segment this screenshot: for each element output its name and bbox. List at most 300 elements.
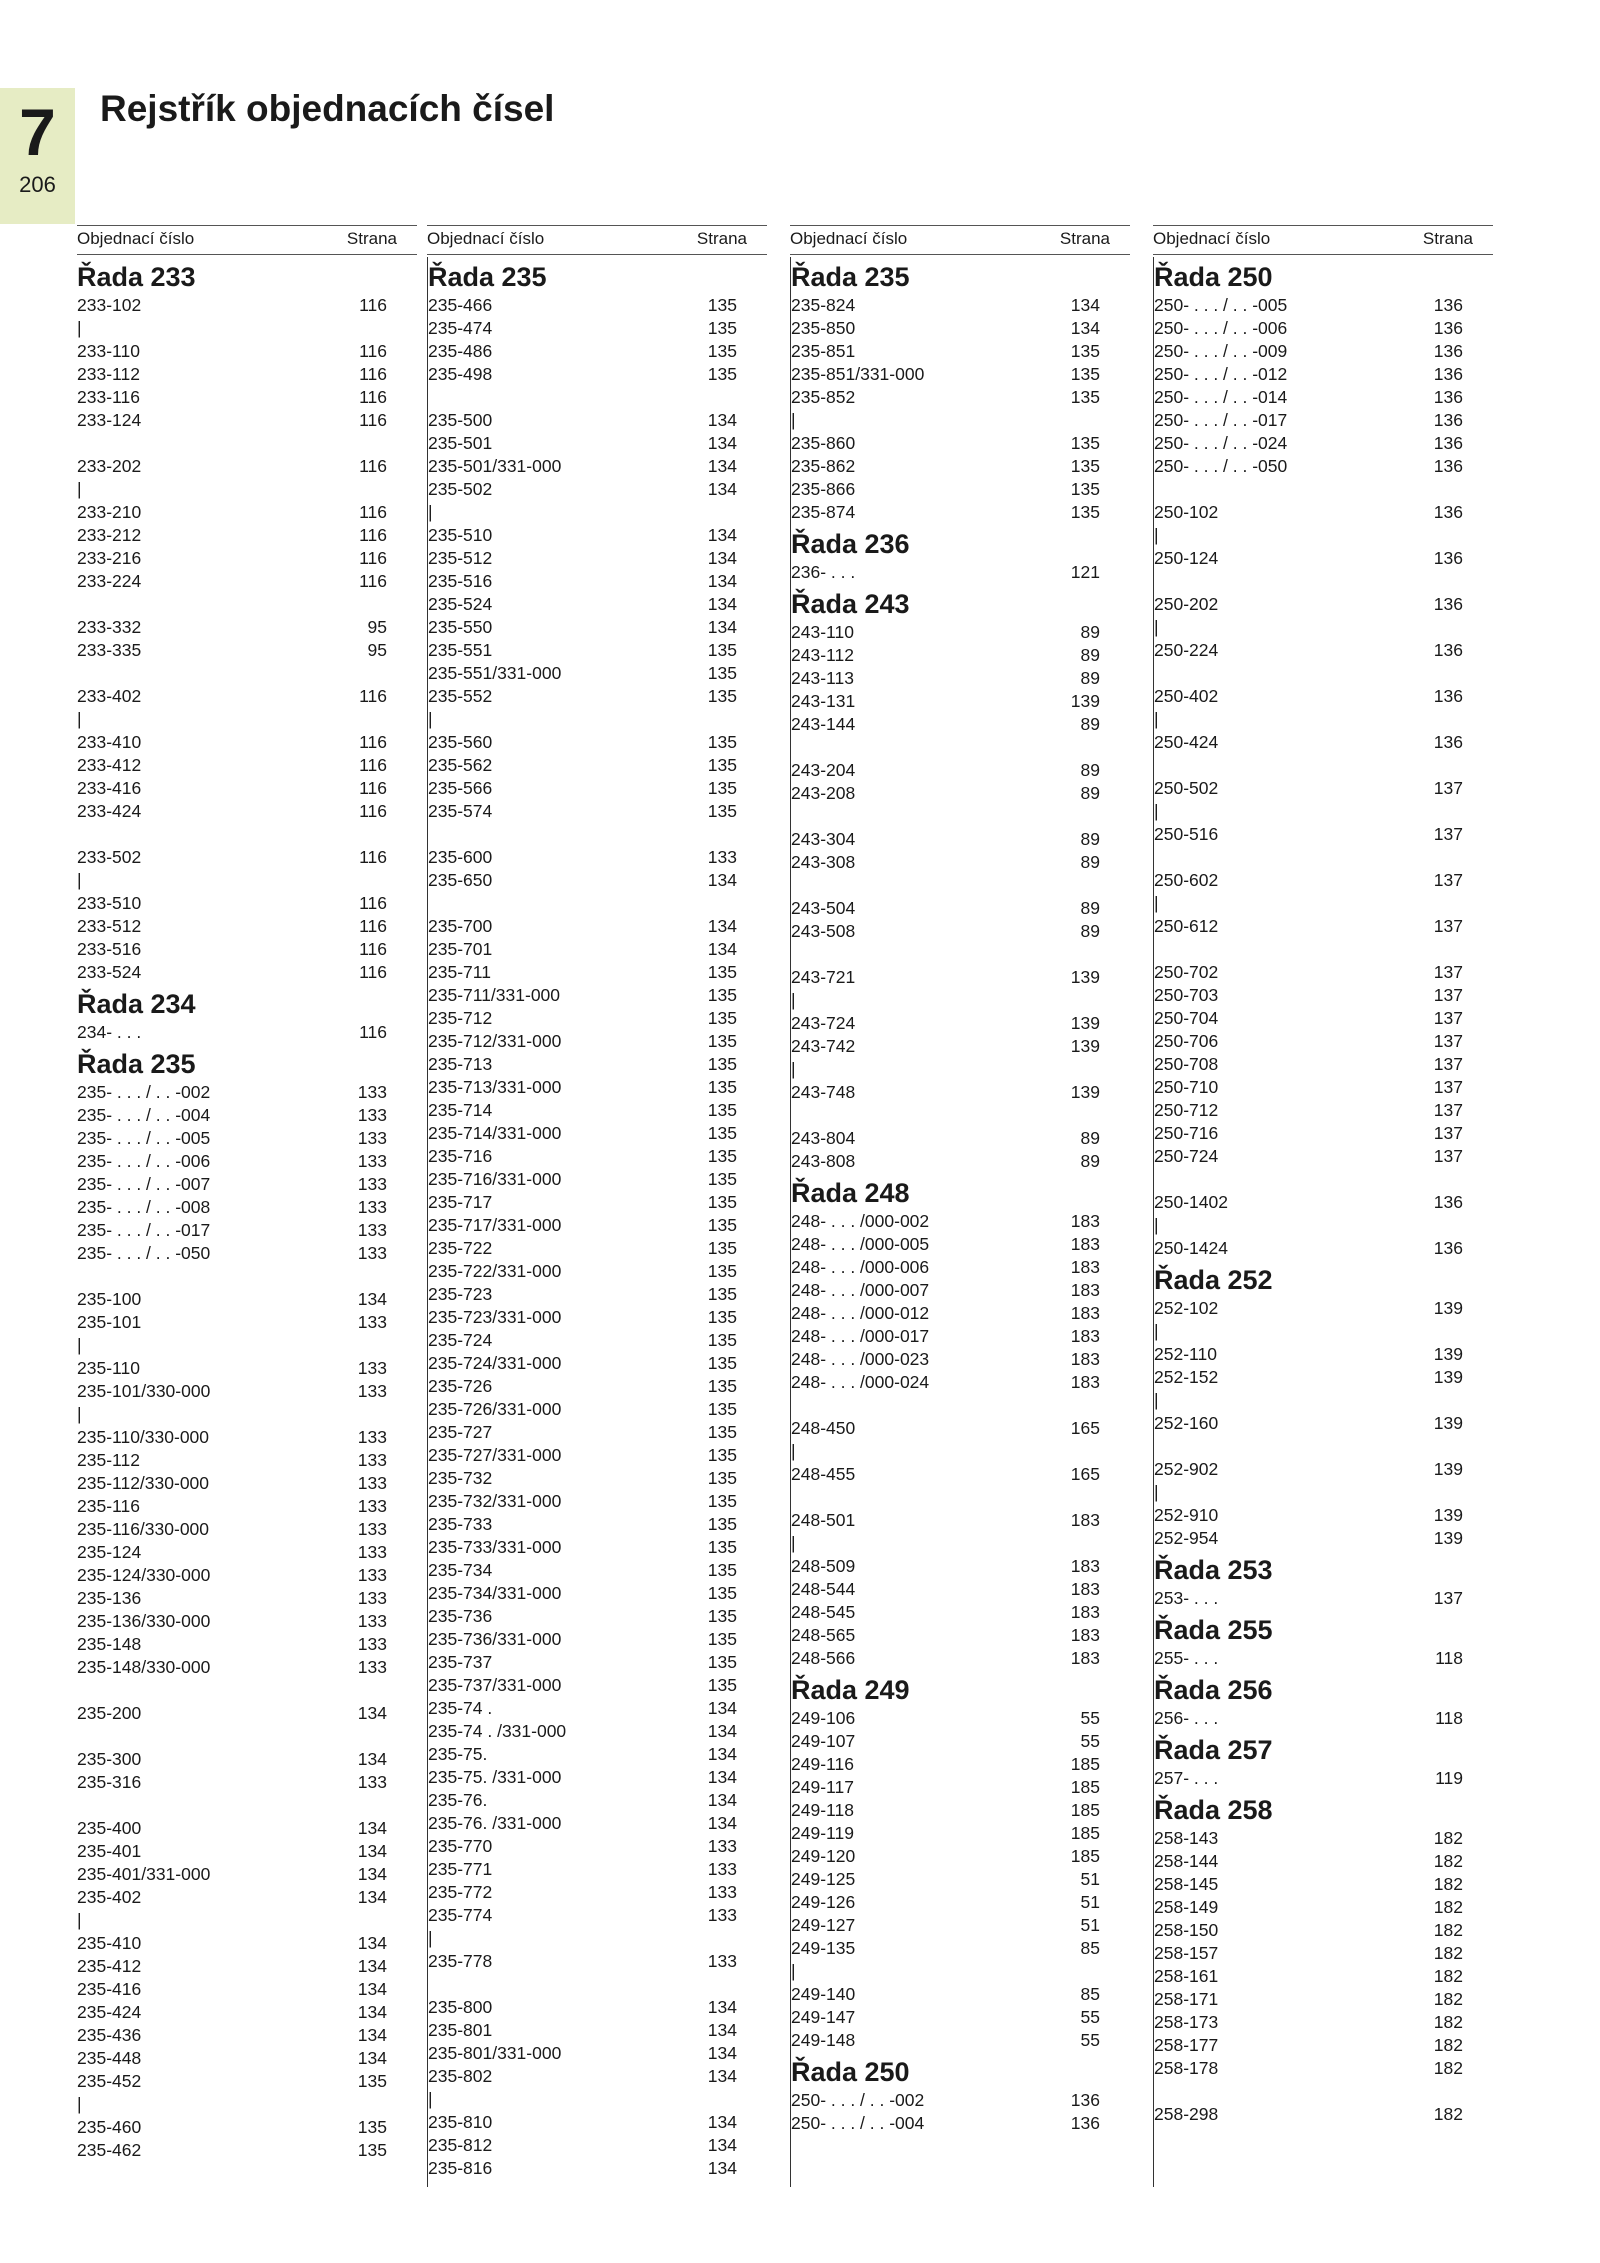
index-row <box>1154 823 1493 846</box>
order-number: 235-516 <box>428 571 493 591</box>
page-ref: 136 <box>1433 502 1463 522</box>
index-row <box>77 1656 417 1679</box>
index-row <box>1154 1076 1493 1099</box>
spacer <box>77 1679 417 1702</box>
order-number: 243-808 <box>791 1151 856 1171</box>
order-number: 249-126 <box>791 1892 856 1912</box>
index-row <box>428 616 767 639</box>
page-ref: 116 <box>359 341 387 361</box>
page-ref: 183 <box>1070 1234 1100 1254</box>
index-column-2 <box>427 225 767 2178</box>
column-body <box>790 257 1130 2187</box>
spacer <box>77 432 417 455</box>
order-number: | <box>791 1441 796 1461</box>
index-row <box>77 1909 417 1932</box>
page-ref: 182 <box>1433 1966 1463 1986</box>
page-ref: 134 <box>357 1956 387 1976</box>
page-ref: 182 <box>1433 1989 1463 2009</box>
index-row <box>428 2157 767 2180</box>
index-row <box>428 984 767 1007</box>
order-number: 235-402 <box>77 1887 142 1907</box>
index-row <box>791 621 1130 644</box>
order-number: 250-704 <box>1154 1008 1219 1028</box>
order-number: | <box>77 1404 82 1424</box>
page-ref <box>327 869 417 892</box>
page-ref: 133 <box>357 1128 387 1148</box>
order-number: 235-701 <box>428 939 493 959</box>
order-number: 258-177 <box>1154 2035 1219 2055</box>
spacer <box>1154 938 1493 961</box>
order-number: 235-736/331-000 <box>428 1629 562 1649</box>
index-row <box>1154 432 1493 455</box>
index-row <box>77 501 417 524</box>
index-row <box>791 782 1130 805</box>
page-ref: 121 <box>1070 562 1100 582</box>
page-ref: 139 <box>1070 1036 1100 1056</box>
index-row <box>77 846 417 869</box>
index-row <box>791 1127 1130 1150</box>
order-number: 235-75. <box>428 1744 488 1764</box>
page-ref: 55 <box>1080 2007 1100 2027</box>
spacer <box>77 593 417 616</box>
order-number: 235-801 <box>428 2020 493 2040</box>
order-number: 235-448 <box>77 2048 142 2068</box>
order-number: 235-501/331-000 <box>428 456 562 476</box>
order-number: 233-116 <box>77 387 140 407</box>
page-ref: 133 <box>357 1450 387 1470</box>
order-number: 235- . . . / . . -002 <box>77 1082 211 1102</box>
index-row <box>791 644 1130 667</box>
index-row <box>791 1012 1130 1035</box>
index-row <box>1154 1389 1493 1412</box>
page-ref: 133 <box>357 1634 387 1654</box>
order-number: 250-1424 <box>1154 1238 1228 1258</box>
page-ref: 183 <box>1070 1556 1100 1576</box>
page-ref: 135 <box>707 1146 737 1166</box>
index-row <box>791 1624 1130 1647</box>
page-ref: 135 <box>707 755 737 775</box>
order-number: 243-113 <box>791 668 854 688</box>
order-number: 235- . . . / . . -005 <box>77 1128 211 1148</box>
index-row <box>77 1357 417 1380</box>
index-row <box>428 1214 767 1237</box>
series-heading: Řada 253 <box>1154 1555 1273 1585</box>
index-row <box>791 386 1130 409</box>
order-number: 235- . . . / . . -006 <box>77 1151 211 1171</box>
page-ref: 135 <box>707 962 737 982</box>
page-ref: 134 <box>707 1698 737 1718</box>
order-number: 252-160 <box>1154 1413 1219 1433</box>
index-row <box>428 754 767 777</box>
page-ref: 135 <box>707 1422 737 1442</box>
order-number: 248- . . . /000-023 <box>791 1349 930 1369</box>
index-row <box>77 1633 417 1656</box>
index-row <box>77 800 417 823</box>
index-row <box>791 1081 1130 1104</box>
order-number: 249-140 <box>791 1984 856 2004</box>
index-row <box>1154 616 1493 639</box>
order-number: 258-149 <box>1154 1897 1219 1917</box>
page-ref: 135 <box>707 686 737 706</box>
order-number: 249-116 <box>791 1754 854 1774</box>
page-ref <box>327 708 417 731</box>
index-column-3 <box>790 225 1130 2133</box>
page-ref: 135 <box>707 1123 737 1143</box>
header-order-number: Objednací číslo <box>427 229 545 248</box>
index-row <box>1154 639 1493 662</box>
page-ref: 136 <box>1433 456 1463 476</box>
order-number: 250-724 <box>1154 1146 1219 1166</box>
index-row <box>791 2089 1130 2112</box>
page-ref: 183 <box>1070 1211 1100 1231</box>
page-ref: 136 <box>1433 433 1463 453</box>
order-number: 235-76. /331-000 <box>428 1813 562 1833</box>
order-number: 248- . . . /000-007 <box>791 1280 930 1300</box>
order-number: 233-102 <box>77 295 142 315</box>
page-ref <box>677 2088 767 2111</box>
order-number: 235-510 <box>428 525 493 545</box>
order-number: 235-778 <box>428 1951 493 1971</box>
index-row <box>428 2111 767 2134</box>
index-row <box>1154 547 1493 570</box>
page-ref: 85 <box>1080 1984 1100 2004</box>
order-number: 235-801/331-000 <box>428 2043 562 2063</box>
index-row <box>1154 1965 1493 1988</box>
index-row <box>77 1334 417 1357</box>
page-ref: 133 <box>357 1772 387 1792</box>
order-number: 235-101 <box>77 1312 142 1332</box>
index-row <box>791 1960 1130 1983</box>
index-row <box>1154 1827 1493 1850</box>
page-ref: 134 <box>707 870 737 890</box>
index-row <box>791 920 1130 943</box>
order-number: 250-502 <box>1154 778 1219 798</box>
index-row <box>428 1858 767 1881</box>
order-number: 235-770 <box>428 1836 493 1856</box>
order-number: 250-706 <box>1154 1031 1219 1051</box>
page-ref: 137 <box>1433 1588 1463 1608</box>
order-number: 249-127 <box>791 1915 856 1935</box>
index-row <box>428 340 767 363</box>
page-ref: 137 <box>1433 870 1463 890</box>
page-ref: 134 <box>357 1979 387 1999</box>
index-row <box>77 1242 417 1265</box>
order-number: 252-102 <box>1154 1298 1219 1318</box>
page-ref <box>677 501 767 524</box>
index-row <box>77 731 417 754</box>
page-ref: 135 <box>357 2117 387 2137</box>
header-page: Strana <box>1422 229 1473 248</box>
order-number: 243-504 <box>791 898 856 918</box>
page-ref: 116 <box>359 410 387 430</box>
page-ref: 135 <box>707 1675 737 1695</box>
order-number: 235-736 <box>428 1606 493 1626</box>
page-ref: 133 <box>357 1220 387 1240</box>
index-row <box>1154 961 1493 984</box>
order-number: 233-524 <box>77 962 142 982</box>
index-row <box>791 1983 1130 2006</box>
page-ref: 116 <box>359 548 387 568</box>
index-row <box>1154 317 1493 340</box>
index-row <box>428 2065 767 2088</box>
page-ref: 135 <box>707 1192 737 1212</box>
index-row <box>428 570 767 593</box>
index-row <box>428 1329 767 1352</box>
order-number: 235-722 <box>428 1238 493 1258</box>
spacer <box>791 1394 1130 1417</box>
page-ref: 135 <box>707 985 737 1005</box>
index-row <box>428 1881 767 1904</box>
page-ref: 89 <box>1080 1128 1100 1148</box>
order-number: 235-552 <box>428 686 493 706</box>
order-number: 235- . . . / . . -008 <box>77 1197 211 1217</box>
index-row <box>791 363 1130 386</box>
index-row <box>791 1730 1130 1753</box>
page-ref: 133 <box>357 1657 387 1677</box>
order-number: 235-112/330-000 <box>77 1473 210 1493</box>
page-ref: 134 <box>357 1933 387 1953</box>
page-ref: 134 <box>707 2135 737 2155</box>
index-row <box>77 317 417 340</box>
index-column-4 <box>1153 225 1493 2124</box>
order-number: 235-737 <box>428 1652 493 1672</box>
order-number: 235-716/331-000 <box>428 1169 562 1189</box>
index-row <box>77 1021 417 1044</box>
index-column-1 <box>77 225 417 2160</box>
index-row <box>791 1440 1130 1463</box>
index-row <box>791 478 1130 501</box>
order-number: 235-852 <box>791 387 856 407</box>
index-row <box>428 1766 767 1789</box>
order-number: 248-450 <box>791 1418 856 1438</box>
order-number: 243-308 <box>791 852 856 872</box>
order-number: 235-600 <box>428 847 493 867</box>
index-row <box>428 363 767 386</box>
order-number: | <box>77 479 82 499</box>
index-row <box>428 1076 767 1099</box>
index-row <box>1154 2034 1493 2057</box>
spacer <box>1154 478 1493 501</box>
index-row <box>77 570 417 593</box>
page-ref <box>1403 800 1493 823</box>
order-number: 235- . . . / . . -004 <box>77 1105 211 1125</box>
index-row <box>791 1799 1130 1822</box>
order-number: | <box>77 709 82 729</box>
order-number: | <box>1154 1390 1159 1410</box>
page-ref: 139 <box>1070 691 1100 711</box>
page-ref: 134 <box>707 939 737 959</box>
index-row <box>428 1191 767 1214</box>
order-number: 243-742 <box>791 1036 856 1056</box>
order-number: 235-732/331-000 <box>428 1491 562 1511</box>
page-ref: 51 <box>1080 1915 1100 1935</box>
order-number: 235-874 <box>791 502 856 522</box>
order-number: 233-216 <box>77 548 142 568</box>
series-heading: Řada 249 <box>791 1675 910 1705</box>
index-row <box>428 1421 767 1444</box>
page-ref: 89 <box>1080 668 1100 688</box>
spacer <box>77 1265 417 1288</box>
page-ref: 116 <box>359 387 387 407</box>
index-row <box>77 2116 417 2139</box>
order-number: | <box>1154 617 1159 637</box>
page-ref: 183 <box>1070 1372 1100 1392</box>
page-ref: 135 <box>707 341 737 361</box>
order-number: 250-703 <box>1154 985 1219 1005</box>
order-number: 243-304 <box>791 829 856 849</box>
order-number: 235-727 <box>428 1422 493 1442</box>
order-number: 235-400 <box>77 1818 142 1838</box>
page-ref: 133 <box>357 1565 387 1585</box>
page-ref: 139 <box>1070 1013 1100 1033</box>
index-row <box>1154 1007 1493 1030</box>
page-ref: 55 <box>1080 1731 1100 1751</box>
order-number: | <box>1154 525 1159 545</box>
order-number: 243-131 <box>791 691 856 711</box>
page-ref: 139 <box>1433 1367 1463 1387</box>
order-number: 248-545 <box>791 1602 856 1622</box>
page-ref: 135 <box>707 1307 737 1327</box>
page-ref: 135 <box>1070 433 1100 453</box>
page-ref: 183 <box>1070 1326 1100 1346</box>
order-number: 249-119 <box>791 1823 854 1843</box>
order-number: 235-316 <box>77 1772 142 1792</box>
order-number: 250-224 <box>1154 640 1219 660</box>
order-number: 250-424 <box>1154 732 1219 752</box>
page-ref <box>1403 708 1493 731</box>
page-ref: 165 <box>1070 1464 1100 1484</box>
index-row <box>1154 501 1493 524</box>
order-number: 250- . . . / . . -006 <box>1154 318 1288 338</box>
index-row <box>428 1352 767 1375</box>
page-ref: 134 <box>707 916 737 936</box>
order-number: 235-116 <box>77 1496 140 1516</box>
index-row <box>791 1325 1130 1348</box>
order-number: 249-118 <box>791 1800 854 1820</box>
index-row <box>791 317 1130 340</box>
index-row <box>77 754 417 777</box>
order-number: 235-723 <box>428 1284 493 1304</box>
page-ref: 135 <box>1070 479 1100 499</box>
index-row <box>77 478 417 501</box>
order-number: 235-700 <box>428 916 493 936</box>
spacer <box>1154 1168 1493 1191</box>
index-row <box>791 1555 1130 1578</box>
page-ref: 89 <box>1080 714 1100 734</box>
page-ref: 134 <box>357 1887 387 1907</box>
order-number: 248-544 <box>791 1579 856 1599</box>
index-row <box>1154 2103 1493 2126</box>
page-ref: 135 <box>707 1261 737 1281</box>
order-number: 235-772 <box>428 1882 493 1902</box>
order-number: 258-145 <box>1154 1874 1219 1894</box>
page-ref: 135 <box>707 1537 737 1557</box>
index-row <box>791 561 1130 584</box>
page-ref: 135 <box>707 1169 737 1189</box>
order-number: 258-143 <box>1154 1828 1219 1848</box>
index-row <box>1154 1214 1493 1237</box>
order-number: 252-110 <box>1154 1344 1217 1364</box>
page-ref: 182 <box>1433 2104 1463 2124</box>
index-row <box>428 1168 767 1191</box>
order-number: 235-860 <box>791 433 856 453</box>
index-row <box>428 2134 767 2157</box>
order-number: 248- . . . /000-006 <box>791 1257 930 1277</box>
page-ref: 134 <box>357 2048 387 2068</box>
index-row <box>77 2139 417 2162</box>
order-number: 235-724/331-000 <box>428 1353 562 1373</box>
page-ref <box>1403 1214 1493 1237</box>
page-ref <box>327 1334 417 1357</box>
page-ref: 116 <box>359 778 387 798</box>
order-number: 252-902 <box>1154 1459 1219 1479</box>
page-ref: 89 <box>1080 852 1100 872</box>
page-ref: 137 <box>1433 1100 1463 1120</box>
order-number: | <box>77 318 82 338</box>
page-ref: 135 <box>707 1399 737 1419</box>
page-ref: 136 <box>1433 387 1463 407</box>
page-ref: 134 <box>357 1289 387 1309</box>
order-number: 235-410 <box>77 1933 142 1953</box>
index-row <box>77 1495 417 1518</box>
index-row <box>1154 1297 1493 1320</box>
header-page: Strana <box>696 229 747 248</box>
order-number: 235-116/330-000 <box>77 1519 210 1539</box>
page-ref: 135 <box>707 1054 737 1074</box>
page-ref: 133 <box>357 1496 387 1516</box>
order-number: 258-298 <box>1154 2104 1219 2124</box>
page-ref: 185 <box>1070 1754 1100 1774</box>
order-number: 250-124 <box>1154 548 1219 568</box>
order-number: 235-716 <box>428 1146 493 1166</box>
order-number: 235-148 <box>77 1634 142 1654</box>
order-number: 249-117 <box>791 1777 854 1797</box>
index-row <box>1154 1458 1493 1481</box>
spacer <box>791 874 1130 897</box>
index-row <box>77 1196 417 1219</box>
index-row <box>428 524 767 547</box>
page-ref: 133 <box>357 1358 387 1378</box>
column-header <box>77 225 417 255</box>
page-ref: 183 <box>1070 1648 1100 1668</box>
order-number: 250-1402 <box>1154 1192 1228 1212</box>
index-row <box>77 1932 417 1955</box>
order-number: 235-466 <box>428 295 493 315</box>
page-ref: 134 <box>357 1749 387 1769</box>
index-row <box>428 1237 767 1260</box>
index-row <box>1154 1707 1493 1730</box>
order-number: | <box>1154 1321 1159 1341</box>
order-number: | <box>791 1961 796 1981</box>
page-ref: 55 <box>1080 2030 1100 2050</box>
page-ref: 55 <box>1080 1708 1100 1728</box>
page-ref: 135 <box>707 1031 737 1051</box>
page-ref: 89 <box>1080 829 1100 849</box>
order-number: 233-110 <box>77 341 140 361</box>
order-number: 235-460 <box>77 2117 142 2137</box>
series-heading: Řada 257 <box>1154 1735 1273 1765</box>
index-row <box>1154 1191 1493 1214</box>
page-ref: 165 <box>1070 1418 1100 1438</box>
header-order-number: Objednací číslo <box>77 229 195 248</box>
order-number: 235-714 <box>428 1100 493 1120</box>
index-row <box>77 1955 417 1978</box>
index-row <box>791 1035 1130 1058</box>
page-ref: 139 <box>1070 967 1100 987</box>
page-ref: 116 <box>359 755 387 775</box>
page-ref: 182 <box>1433 2058 1463 2078</box>
order-number: 243-721 <box>791 967 856 987</box>
